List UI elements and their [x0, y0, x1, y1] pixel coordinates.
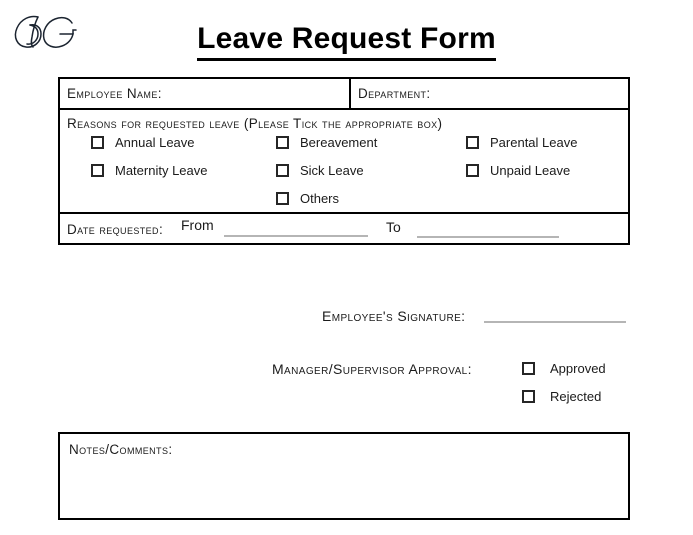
reasons-row	[60, 110, 628, 214]
date-requested-row	[60, 214, 628, 243]
checkbox-option-maternity-leave[interactable]	[91, 164, 208, 177]
manager-approval-label: Manager/Supervisor Approval:	[272, 361, 472, 377]
notes-comments-label: Notes/Comments:	[69, 442, 173, 457]
employee-signature-label: Employee's Signature:	[322, 308, 466, 324]
checkbox-option-sick-leave[interactable]	[276, 164, 364, 177]
checkbox-label: Sick Leave	[300, 163, 364, 178]
department-cell[interactable]	[351, 79, 628, 108]
checkbox-label: Unpaid Leave	[490, 163, 571, 178]
date-from-input[interactable]	[224, 235, 368, 237]
checkbox-option-unpaid-leave[interactable]	[466, 164, 570, 177]
checkbox-option-others[interactable]	[276, 192, 339, 205]
checkbox-icon[interactable]	[276, 192, 289, 205]
checkbox-label: Others	[300, 191, 340, 206]
checkbox-icon[interactable]	[522, 362, 535, 375]
employee-name-cell[interactable]	[60, 79, 351, 108]
page-title	[0, 24, 693, 61]
employee-name-label: Employee Name:	[67, 86, 162, 101]
checkbox-option-rejected[interactable]	[522, 390, 601, 403]
identity-row	[60, 79, 628, 110]
date-from-label: From	[181, 217, 214, 233]
checkbox-option-bereavement[interactable]	[276, 136, 377, 149]
checkbox-icon[interactable]	[91, 136, 104, 149]
checkbox-icon[interactable]	[276, 164, 289, 177]
checkbox-label: Bereavement	[300, 135, 378, 150]
checkbox-option-approved[interactable]	[522, 362, 606, 375]
checkbox-label: Annual Leave	[115, 135, 195, 150]
department-label: Department:	[358, 86, 431, 101]
checkbox-icon[interactable]	[91, 164, 104, 177]
employee-signature-input[interactable]	[484, 321, 626, 323]
page-title-text: Leave Request Form	[197, 24, 496, 61]
checkbox-icon[interactable]	[466, 136, 479, 149]
checkbox-option-annual-leave[interactable]	[91, 136, 195, 149]
checkbox-label: Maternity Leave	[115, 163, 208, 178]
reasons-heading: Reasons for requested leave (Please Tick the appropriate box)	[67, 116, 443, 131]
checkbox-label: Parental Leave	[490, 135, 578, 150]
checkbox-icon[interactable]	[276, 136, 289, 149]
checkbox-label: Rejected	[550, 389, 602, 404]
date-requested-label: Date requested:	[67, 222, 164, 237]
checkbox-icon[interactable]	[522, 390, 535, 403]
checkbox-icon[interactable]	[466, 164, 479, 177]
checkbox-option-parental-leave[interactable]	[466, 136, 577, 149]
checkbox-label: Approved	[550, 361, 606, 376]
notes-comments-box[interactable]	[58, 432, 630, 520]
date-to-input[interactable]	[417, 236, 559, 238]
leave-request-table	[58, 77, 630, 245]
reasons-checkbox-grid	[60, 136, 628, 214]
date-to-label: To	[386, 219, 401, 235]
